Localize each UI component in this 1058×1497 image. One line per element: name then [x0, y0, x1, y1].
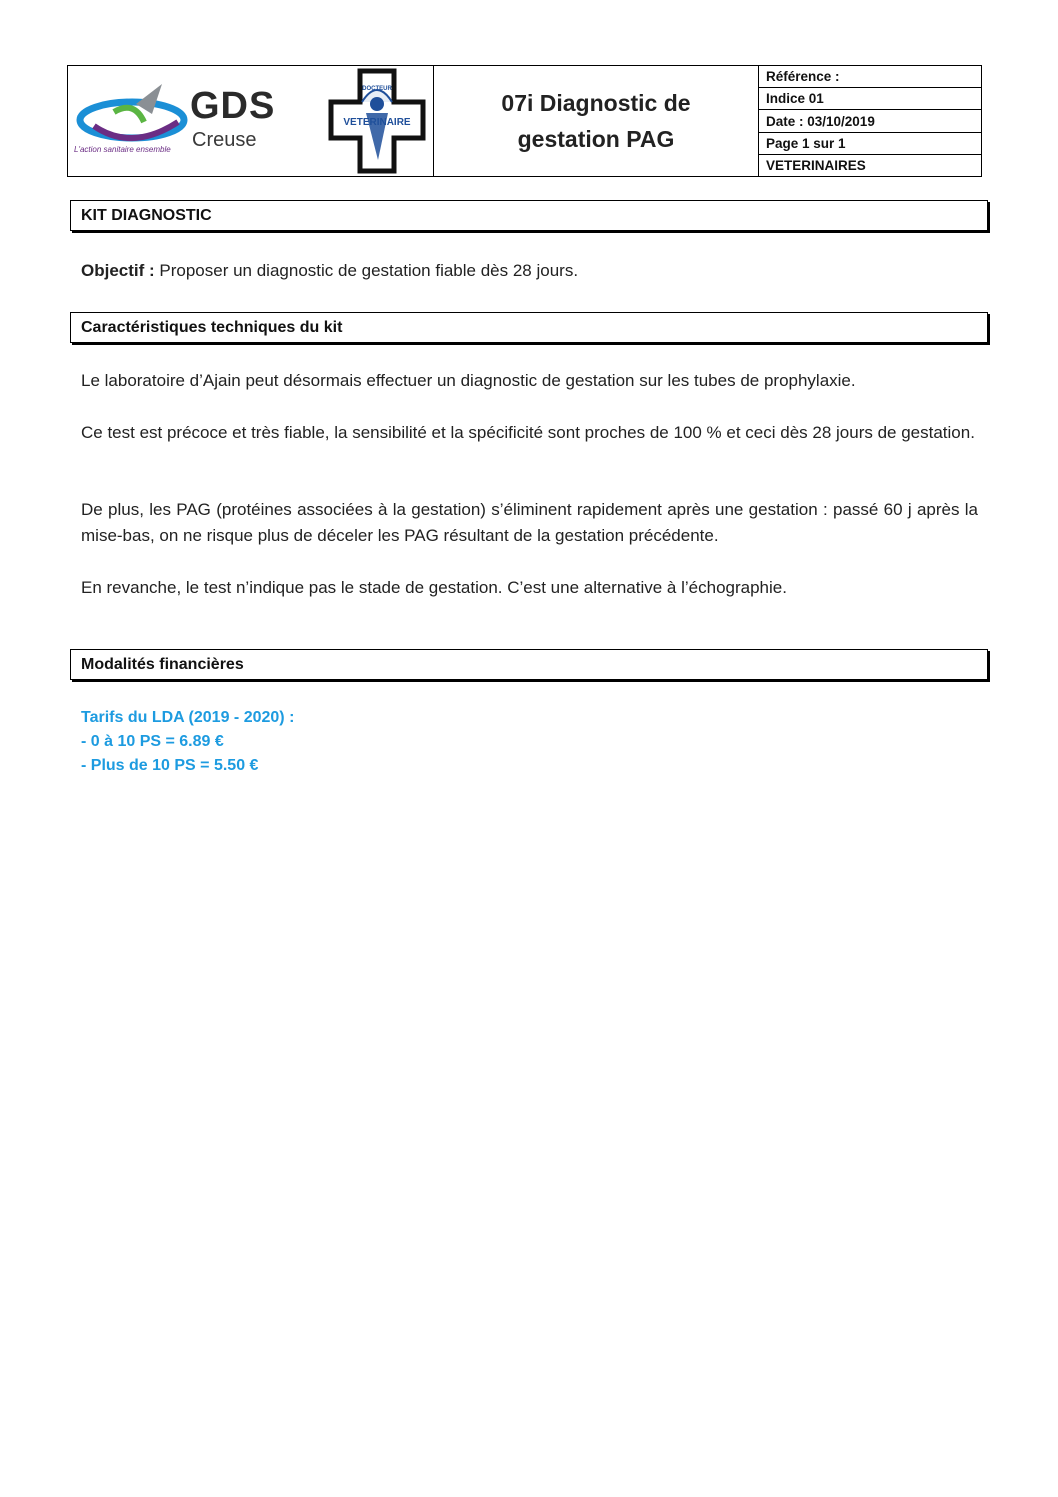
tarif-line-1: - 0 à 10 PS = 6.89 € — [81, 733, 224, 750]
tarifs-block — [81, 706, 294, 778]
title-line-1: 07i Diagnostic de — [501, 90, 691, 116]
page-field: Page 1 sur 1 — [759, 133, 981, 155]
document-title — [501, 85, 690, 157]
body-paragraph-2-text: test est précoce et très fiable, la sensibilité et la spécificité sont proches de 100 % et ceci dès 28 jours de gestation. — [102, 423, 975, 442]
date-field: Date : 03/10/2019 — [759, 110, 981, 132]
audience-field: VETERINAIRES — [766, 157, 866, 173]
tarif-line-2: - Plus de 10 PS = 5.50 € — [81, 757, 259, 774]
objectif-text: Proposer un diagnostic de gestation fiable dès 28 jours. — [154, 261, 579, 280]
vet-logo-top-text: DOCTEUR — [362, 86, 392, 92]
body-paragraph-2-lead: Ce — [81, 423, 103, 442]
title-cell — [434, 66, 759, 176]
reference-field: Référence : — [759, 66, 981, 88]
body-paragraph-2 — [81, 420, 978, 446]
objectif-label: Objectif : — [81, 261, 155, 280]
veterinaire-cross-logo-icon — [328, 68, 426, 174]
gds-logo-tagline: L'action sanitaire ensemble — [74, 145, 171, 154]
section-modalites-financieres: Modalités financières — [70, 649, 988, 680]
body-paragraph-1: Le laboratoire d’Ajain peut désormais effectuer un diagnostic de gestation sur les tubes de prophylaxie. — [81, 371, 856, 390]
document-header — [67, 65, 982, 177]
gds-logo-subtitle: Creuse — [192, 129, 257, 151]
indice-field: Indice 01 — [759, 88, 981, 110]
meta-cell — [759, 66, 981, 176]
section-caracteristiques: Caractéristiques techniques du kit — [70, 312, 988, 343]
tarifs-title: Tarifs du LDA (2019 - 2020) : — [81, 709, 295, 726]
body-paragraph-3: De plus, les PAG (protéines associées à la gestation) s’éliminent rapidement après une gestation : passé 60 j après la mise-bas, on ne risque plus de déceler les PAG résultant de la gestation précédente. — [81, 500, 978, 545]
gds-logo-text: GDS — [190, 85, 276, 127]
title-line-2: gestation PAG — [517, 126, 675, 152]
objectif-paragraph — [81, 258, 978, 284]
body-paragraph-4: En revanche, le test n’indique pas le stade de gestation. C’est une alternative à l’échographie. — [81, 578, 787, 597]
logos-cell — [68, 66, 434, 176]
vet-logo-main-text: VETERINAIRE — [343, 117, 411, 128]
section-kit-diagnostic: KIT DIAGNOSTIC — [70, 200, 988, 231]
